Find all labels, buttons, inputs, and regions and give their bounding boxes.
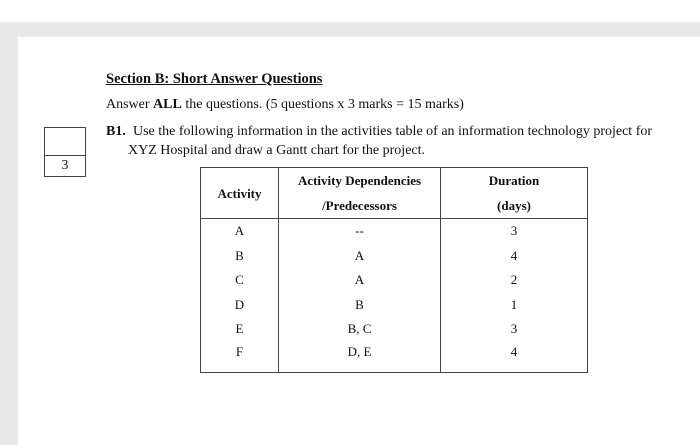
instructions-emphasis: ALL (153, 97, 182, 112)
table-row (201, 317, 588, 342)
cell-predecessors: B, C (279, 317, 441, 342)
marks-box-divider (45, 155, 85, 156)
cell-duration: 4 (441, 244, 588, 269)
cell-predecessors: A (279, 268, 441, 293)
table-row (201, 268, 588, 293)
header-dependencies-line2: /Predecessors (322, 198, 397, 213)
table-row (201, 342, 588, 373)
cell-duration: 4 (441, 342, 588, 373)
question-text-line1: Use the following information in the activities table of an information technology project for (133, 124, 653, 139)
header-duration-line1: Duration (488, 173, 540, 188)
activities-table (200, 167, 588, 373)
marks-box (44, 127, 86, 177)
instructions-prefix: Answer (106, 97, 154, 112)
cell-duration: 2 (441, 268, 588, 293)
cell-predecessors: B (279, 293, 441, 318)
header-activity: Activity (201, 168, 279, 219)
cell-activity: F (201, 342, 279, 373)
cell-duration: 3 (441, 317, 588, 342)
cell-duration: 1 (441, 293, 588, 318)
header-dependencies (279, 168, 441, 219)
header-duration-line2: (days) (497, 198, 531, 213)
cell-activity: C (201, 268, 279, 293)
question-text-line2: XYZ Hospital and draw a Gantt chart for the project. (128, 143, 426, 158)
header-dependencies-line1: Activity Dependencies (297, 173, 422, 188)
table-row (201, 293, 588, 318)
instructions-text (106, 97, 464, 113)
header-duration (441, 168, 588, 219)
section-heading: Section B: Short Answer Questions (106, 71, 323, 87)
table-header-row (201, 168, 588, 219)
cell-duration: 3 (441, 219, 588, 244)
table-row (201, 244, 588, 269)
cell-activity: E (201, 317, 279, 342)
question-number: B1. (106, 124, 126, 139)
cell-predecessors: -- (279, 219, 441, 244)
cell-predecessors: A (279, 244, 441, 269)
table-row (201, 219, 588, 244)
cell-activity: A (201, 219, 279, 244)
cell-predecessors: D, E (279, 342, 441, 373)
instructions-suffix: the questions. (5 questions x 3 marks = 15 marks) (181, 97, 464, 112)
previous-page (0, 0, 700, 22)
cell-activity: B (201, 244, 279, 269)
cell-activity: D (201, 293, 279, 318)
marks-value: 3 (61, 157, 69, 172)
